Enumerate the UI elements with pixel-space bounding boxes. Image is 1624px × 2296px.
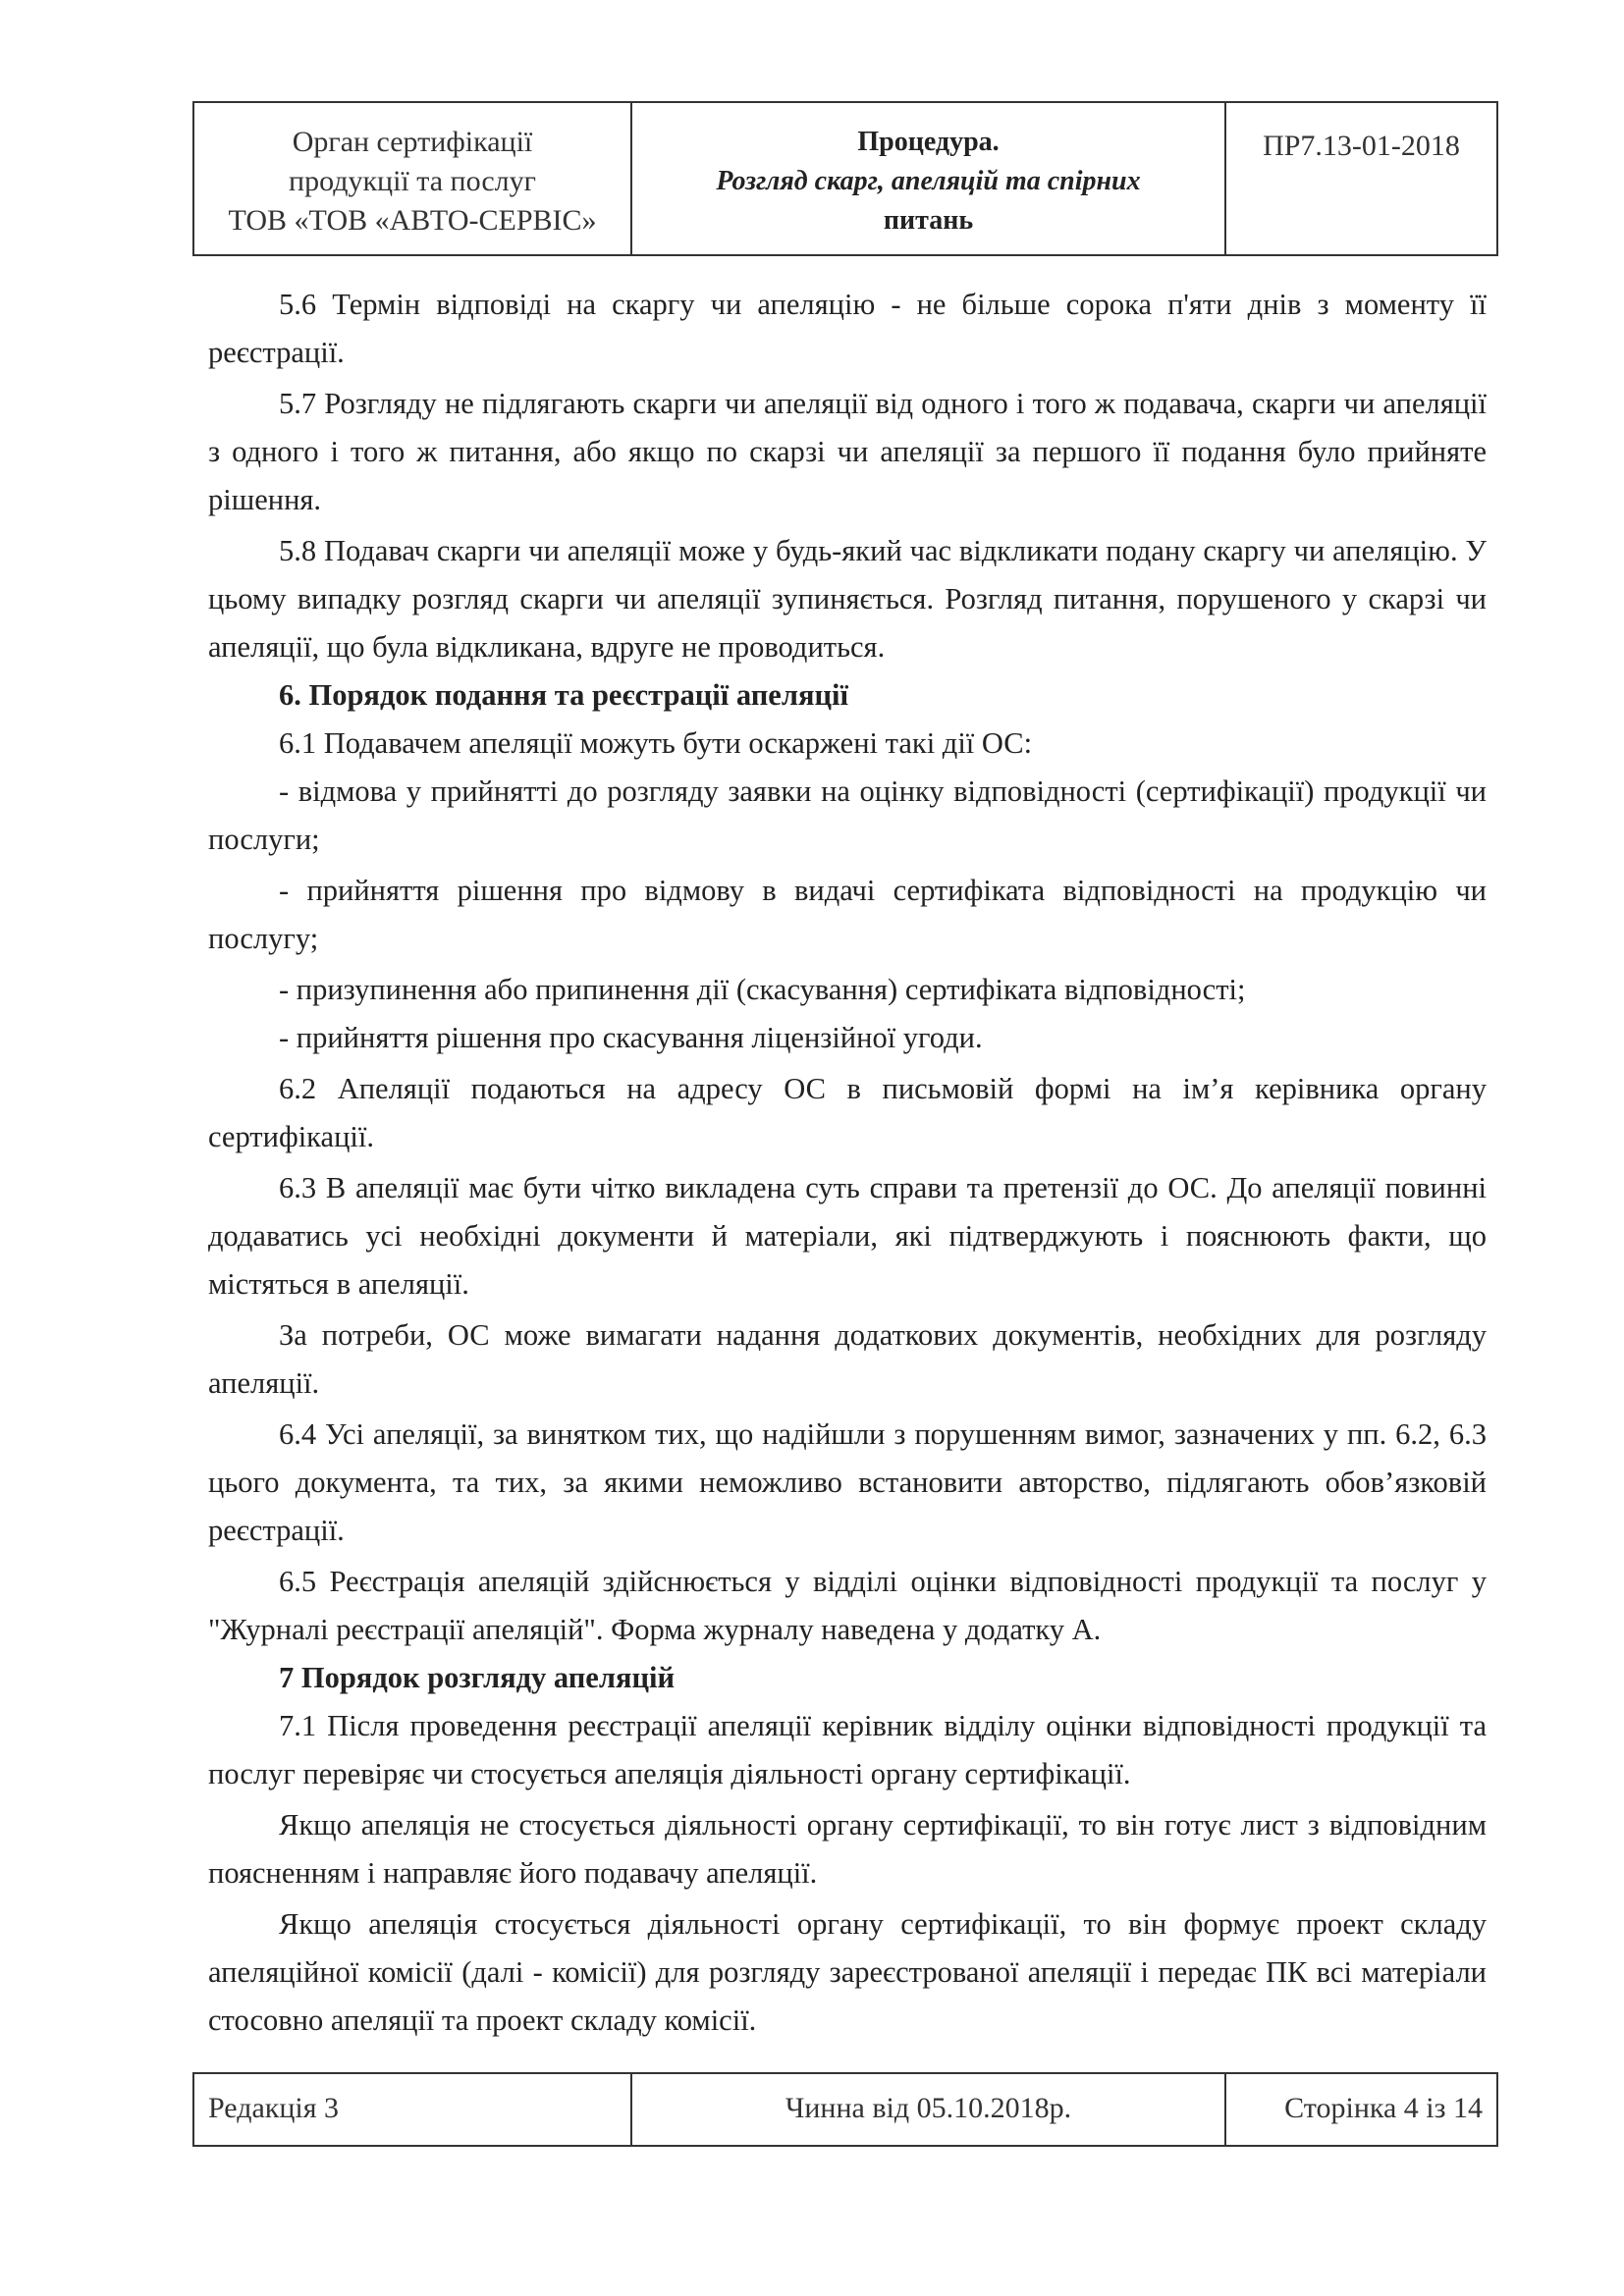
doc-title-line-2: питань (883, 205, 974, 236)
list-item-refusal: - відмова у прийнятті до розгляду заявки на оцінку відповідності (сертифікації) продукції чи послуги; (208, 774, 1487, 856)
org-line-2: продукції та послуг (289, 165, 536, 197)
document-body (208, 281, 1487, 2045)
list-item-suspension: - призупинення або припинення дії (скасування) сертифіката відповідності; (279, 973, 1246, 1006)
paragraph-6-3: 6.3 В апеляції має бути чітко викладена суть справи та претензії до ОС. До апеляції повинні додаватись усі необхідні документи й матеріали, які підтверджують і пояснюють факти, що містяться в апеляції. (208, 1171, 1487, 1301)
paragraph-6-4: 6.4 Усі апеляції, за винятком тих, що надійшли з порушенням вимог, зазначених у пп. 6.2, 6.3 цього документа, та тих, за якими неможливо встановити авторство, підлягають обов’язковій реєстрації. (208, 1417, 1487, 1547)
paragraph-5-7: 5.7 Розгляду не підлягають скарги чи апеляції від одного і того ж подавача, скарги чи апеляції з одного і того ж питання, або якщо по скарзі чи апеляції за першого її подання було прийняте рішення. (208, 387, 1487, 516)
doc-code: ПР7.13-01-2018 (1263, 130, 1460, 162)
doc-title-line-1: Розгляд скарг, апеляцій та спірних (716, 166, 1141, 196)
list-item-certificate-denial: - прийняття рішення про відмову в видачі сертифіката відповідності на продукцію чи послугу; (208, 874, 1487, 955)
header-document-code (1226, 103, 1496, 254)
footer-page-number: Сторінка 4 із 14 (1284, 2092, 1483, 2124)
header-document-title (632, 103, 1226, 254)
footer-revision: Редакція 3 (194, 2074, 632, 2145)
paragraph-5-6: 5.6 Термін відповіді на скаргу чи апеляцію - не більше сорока п'яти днів з моменту її реєстрації. (208, 288, 1487, 369)
footer-table (192, 2072, 1498, 2147)
doc-type: Процедура. (857, 127, 1000, 157)
paragraph-6-3-extra: За потреби, ОС може вимагати надання додаткових документів, необхідних для розгляду апеляції. (208, 1318, 1487, 1400)
org-line-3: ТОВ «ТОВ «АВТО-СЕРВІС» (228, 204, 597, 237)
section-heading-7: 7 Порядок розгляду апеляцій (279, 1661, 676, 1694)
org-line-1: Орган сертифікації (292, 126, 533, 158)
paragraph-7-1: 7.1 Після проведення реєстрації апеляції керівник відділу оцінки відповідності продукції та послуг перевіряє чи стосується апеляція діяльності органу сертифікації. (208, 1709, 1487, 1790)
paragraph-7-1-related: Якщо апеляція стосується діяльності органу сертифікації, то він формує проект складу апеляційної комісії (далі - комісії) для розгляду зареєстрованої апеляції і передає ПК всі матеріали стосовно апеляції та проект складу комісії. (208, 1907, 1487, 2037)
section-heading-6: 6. Порядок подання та реєстрації апеляції (279, 678, 848, 712)
header-table (192, 101, 1498, 256)
list-item-license-cancel: - прийняття рішення про скасування ліцензійної угоди. (279, 1021, 983, 1054)
paragraph-6-2: 6.2 Апеляції подаються на адресу ОС в письмовій формі на ім’я керівника органу сертифікації. (208, 1072, 1487, 1153)
paragraph-5-8: 5.8 Подавач скарги чи апеляції може у будь-який час відкликати подану скаргу чи апеляцію. У цьому випадку розгляд скарги чи апеляції зупиняється. Розгляд питання, порушеного у скарзі чи апеляції, що була відкликана, вдруге не проводиться. (208, 534, 1487, 664)
header-organization (194, 103, 632, 254)
paragraph-7-1-not-related: Якщо апеляція не стосується діяльності органу сертифікації, то він готує лист з відповідним поясненням і направляє його подавачу апеляції. (208, 1808, 1487, 1890)
paragraph-6-1: 6.1 Подавачем апеляції можуть бути оскаржені такі дії ОС: (279, 726, 1033, 760)
footer-effective-date: Чинна від 05.10.2018р. (632, 2074, 1226, 2145)
paragraph-6-5: 6.5 Реєстрація апеляцій здійснюється у відділі оцінки відповідності продукції та послуг у "Журналі реєстрації апеляцій". Форма журналу наведена у додатку А. (208, 1565, 1487, 1646)
